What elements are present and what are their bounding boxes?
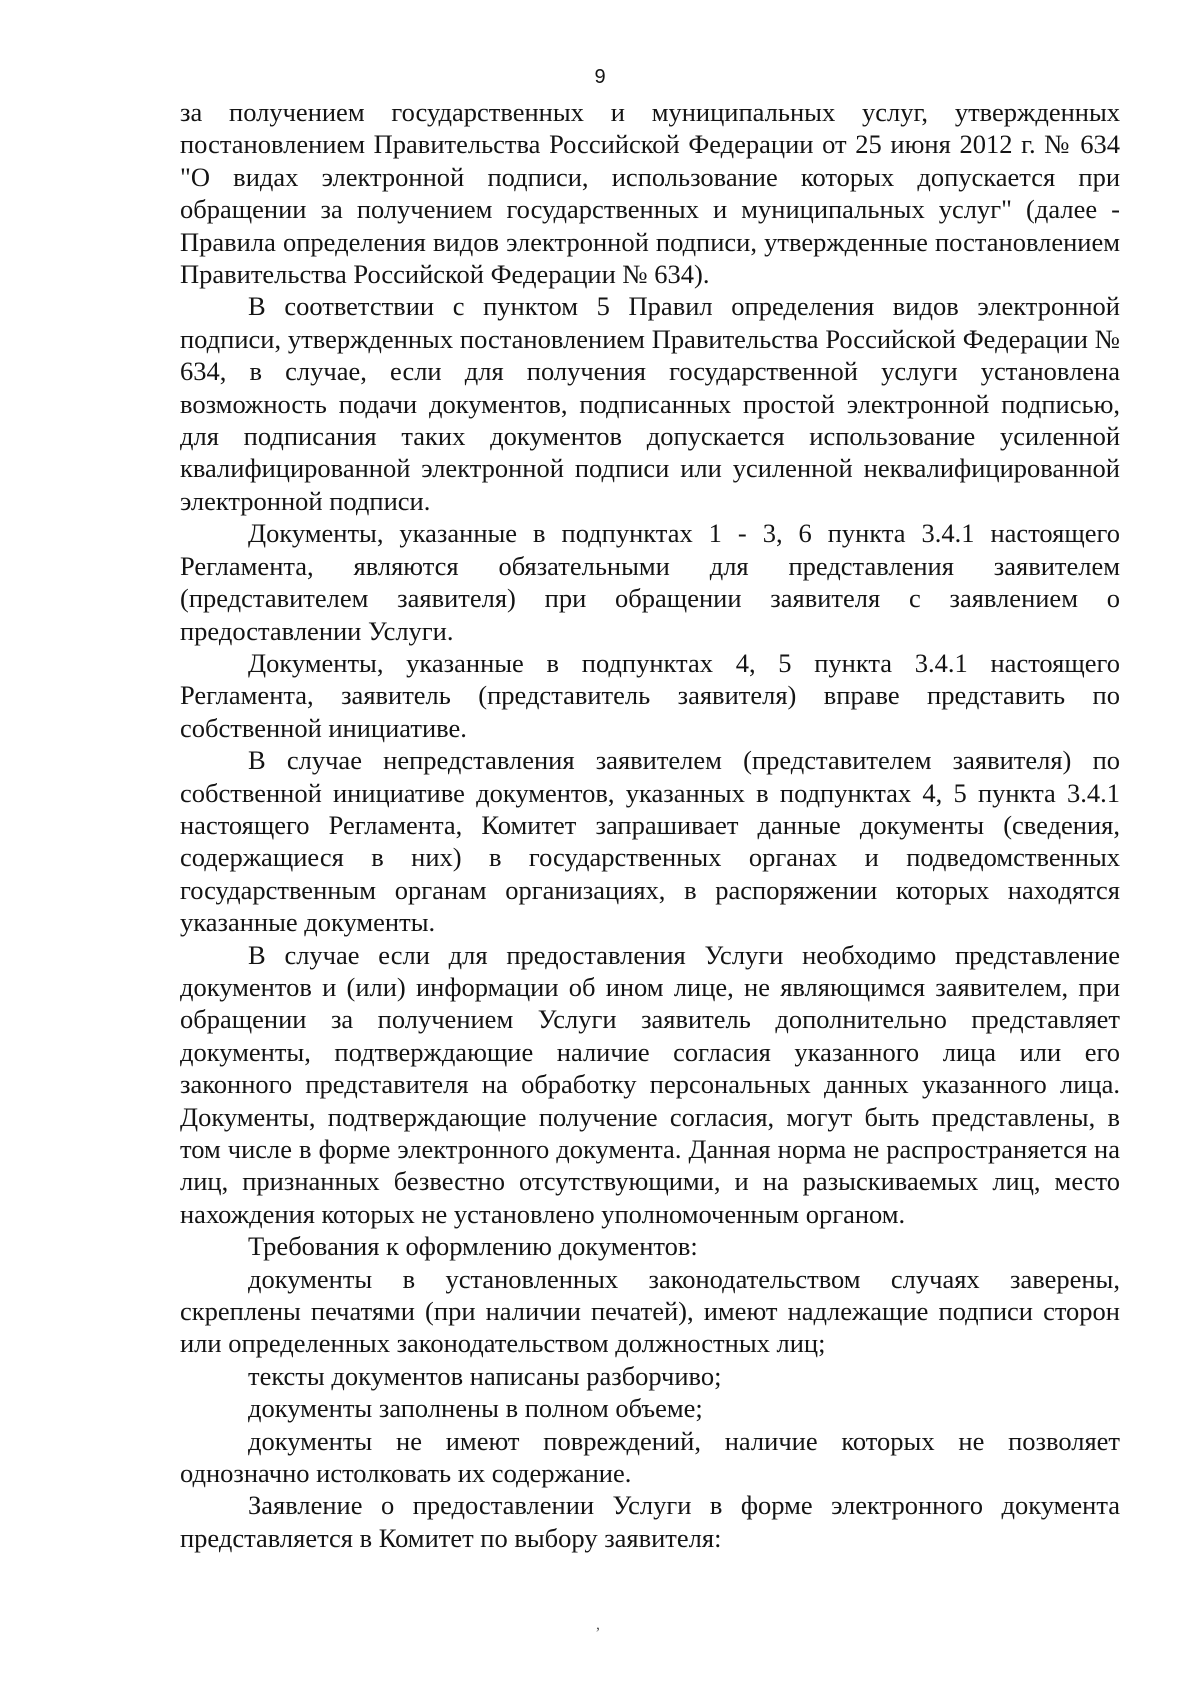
requirement-item-2: тексты документов написаны разборчиво;	[248, 1360, 722, 1391]
page-number: 9	[594, 66, 606, 88]
document-body	[180, 96, 1120, 1554]
requirement-item-1: документы в установленных законодательством случаях заверены, скреплены печатями (при наличии печатей), имеют надлежащие подписи сторон или определенных законодательством должностных лиц;	[180, 1263, 1120, 1359]
paragraph-1: за получением государственных и муниципальных услуг, утвержденных постановлением Правительства Российской Федерации от 25 июня 2012 г. № 634 "О видах электронной подписи, использование которых допускается при обращении за получением государственных и муниципальных услуг" (далее - Правила определения видов электронной подписи, утвержденные постановлением Правительства Российской Федерации № 634).	[180, 97, 1120, 290]
requirements-heading: Требования к оформлению документов:	[248, 1231, 698, 1262]
paragraph-3: Документы, указанные в подпунктах 1 - 3, 6 пункта 3.4.1 настоящего Регламента, являются обязательными для представления заявителем (представителем заявителя) при обращении заявителя с заявлением о предоставлении Услуги.	[180, 518, 1120, 646]
requirement-item-4: документы не имеют повреждений, наличие которых не позволяет однозначно истолковать их содержание.	[180, 1425, 1120, 1489]
paragraph-final: Заявление о предоставлении Услуги в форме электронного документа представляется в Комитет по выбору заявителя:	[180, 1490, 1120, 1553]
requirement-item-3: документы заполнены в полном объеме;	[248, 1393, 703, 1424]
paragraph-6: В случае если для предоставления Услуги необходимо представление документов и (или) информации об ином лице, не являющимся заявителем, при обращении за получением Услуги заявитель дополнительно представляет документы, подтверждающие наличие согласия указанного лица или его законного представителя на обработку персональных данных указанного лица. Документы, подтверждающие получение согласия, могут быть представлены, в том числе в форме электронного документа. Данная норма не распространяется на лиц, признанных безвестно отсутствующими, и на разыскиваемых лиц, место нахождения которых не установлено уполномоченным органом.	[180, 939, 1120, 1229]
paragraph-2: В соответствии с пунктом 5 Правил определения видов электронной подписи, утвержденных постановлением Правительства Российской Федерации № 634, в случае, если для получения государственной услуги установлена возможность подачи документов, подписанных простой электронной подписью, для подписания таких документов допускается использование усиленной квалифицированной электронной подписи или усиленной неквалифицированной электронной подписи.	[180, 291, 1120, 516]
paragraph-5: В случае непредставления заявителем (представителем заявителя) по собственной инициативе документов, указанных в подпунктах 4, 5 пункта 3.4.1 настоящего Регламента, Комитет запрашивает данные документы (сведения, содержащиеся в них) в государственных органах и подведомственных государственным органам организациях, в распоряжении которых находятся указанные документы.	[180, 745, 1120, 938]
paragraph-4: Документы, указанные в подпунктах 4, 5 пункта 3.4.1 настоящего Регламента, заявитель (представитель заявителя) вправе представить по собственной инициативе.	[180, 647, 1120, 743]
scan-speck: ,	[596, 1616, 600, 1633]
